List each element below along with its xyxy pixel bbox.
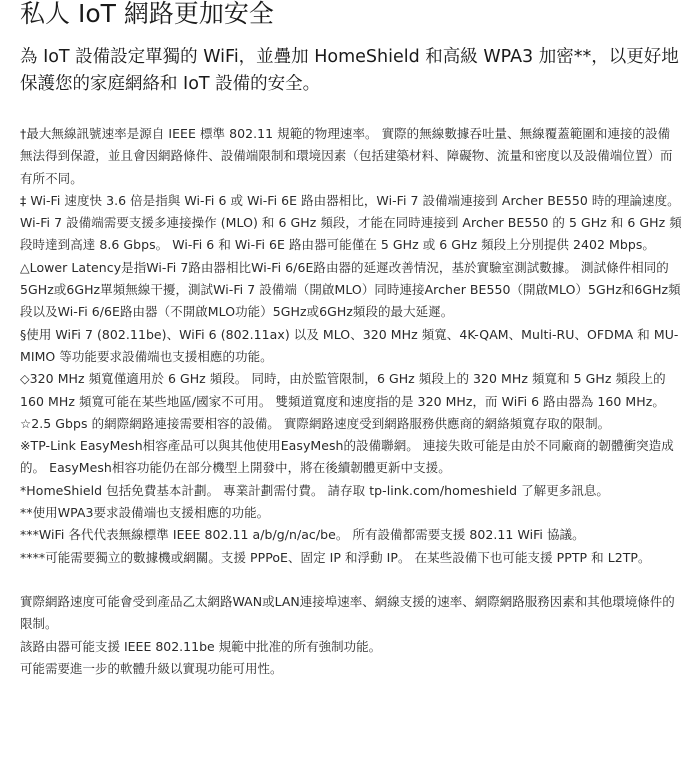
disclaimer-line: 實際網路速度可能會受到產品乙太網路WAN或LAN連接埠速率、網線支援的速率、網際網路服務因素和其他環境條件的限制。	[20, 593, 675, 632]
disclaimer	[20, 591, 682, 680]
footnote-wpa3: **使用WPA3要求設備端也支援相應的功能。	[20, 505, 270, 521]
disclaimer-line: 可能需要進一步的軟體升級以實現功能可用性。	[20, 660, 283, 676]
footnote-320mhz: ◇320 MHz 頻寬僅適用於 6 GHz 頻段。 同時，由於監管限制，6 GHz 頻段上的 320 MHz 頻寬和 5 GHz 頻段上的 160 MHz 頻寬可能在某些地區/國家不可用。 雙頻道寬度和速度指的是 320 MHz，而 WiFi 6 路由器為 160 MHz。	[20, 371, 666, 409]
footnote-2-5gbps: ☆2.5 Gbps 的網際網路連接需要相容的設備。 實際網路速度受到網路服務供應商的網絡頻寬存取的限制。	[20, 415, 611, 431]
footnote-wifi-speed: ‡ Wi-Fi 速度快 3.6 倍是指與 Wi-Fi 6 或 Wi-Fi 6E 路由器相比，Wi-Fi 7 設備端連接到 Archer BE550 時的理論速度。 Wi-Fi 7 設備端需要支援多連接操作 (MLO) 和 6 GHz 頻段，才能在同時連接到 Archer BE550 的 5 GHz 和 6 GHz 頻段時達到高達 8.6 Gbps。 Wi-Fi 6 和 Wi-Fi 6E 路由器可能僅在 5 GHz 或 6 GHz 頻段上分別提供 2402 Mbps。	[20, 192, 682, 253]
footnote-wifi-generations: ***WiFi 各代代表無線標準 IEEE 802.11 a/b/g/n/ac/be。 所有設備都需要支援 802.11 WiFi 協議。	[20, 527, 585, 543]
footnote-lower-latency: △Lower Latency是指Wi-Fi 7路由器相比Wi-Fi 6/6E路由器的延遲改善情況，基於實驗室測試數據。 測試條件相同的5GHz或6GHz單頻無線干擾，測試Wi-Fi 7 設備端（開啟MLO）同時連接Archer BE550（開啟MLO）5GHz和6GHz頻段以及Wi-Fi 6/6E路由器（不開啟MLO功能）5GHz或6GHz頻段的最大延遲。	[20, 259, 681, 320]
lead-paragraph: 為 IoT 設備設定單獨的 WiFi，並疊加 HomeShield 和高級 WPA3 加密**，以更好地保護您的家庭網絡和 IoT 設備的安全。	[20, 47, 679, 94]
footnote-max-speed: †最大無線訊號速率是源自 IEEE 標準 802.11 規範的物理速率。 實際的無線數據吞吐量、無線覆蓋範圍和連接的設備無法得到保證，並且會因網路條件、設備端限制和環境因素（包括建築材料、障礙物、流量和密度以及設備端位置）而有所不同。	[20, 126, 673, 186]
footnote-feature-support: §使用 WiFi 7 (802.11be)、WiFi 6 (802.11ax) 以及 MLO、320 MHz 頻寬、4K-QAM、Multi-RU、OFDMA 和 MU-MIMO 等功能要求設備端也支援相應的功能。	[20, 326, 679, 364]
footnotes	[20, 123, 682, 569]
footnote-modem: ****可能需要獨立的數據機或網關。支援 PPPoE、固定 IP 和浮動 IP。 在某些設備下也可能支援 PPTP 和 L2TP。	[20, 549, 651, 565]
footnote-easymesh: ※TP-Link EasyMesh相容產品可以與其他使用EasyMesh的設備聯網。 連接失敗可能是由於不同廠商的韌體衝突造成的。 EasyMesh相容功能仍在部分機型上開發中，將在後續韌體更新中支援。	[20, 438, 674, 476]
footnote-homeshield: *HomeShield 包括免費基本計劃。 專業計劃需付費。 請存取 tp-link.com/homeshield 了解更多訊息。	[20, 482, 609, 498]
page-title: 私人 IoT 網路更加安全	[20, 0, 274, 28]
disclaimer-line: 該路由器可能支援 IEEE 802.11be 規範中批准的所有強制功能。	[20, 638, 382, 654]
